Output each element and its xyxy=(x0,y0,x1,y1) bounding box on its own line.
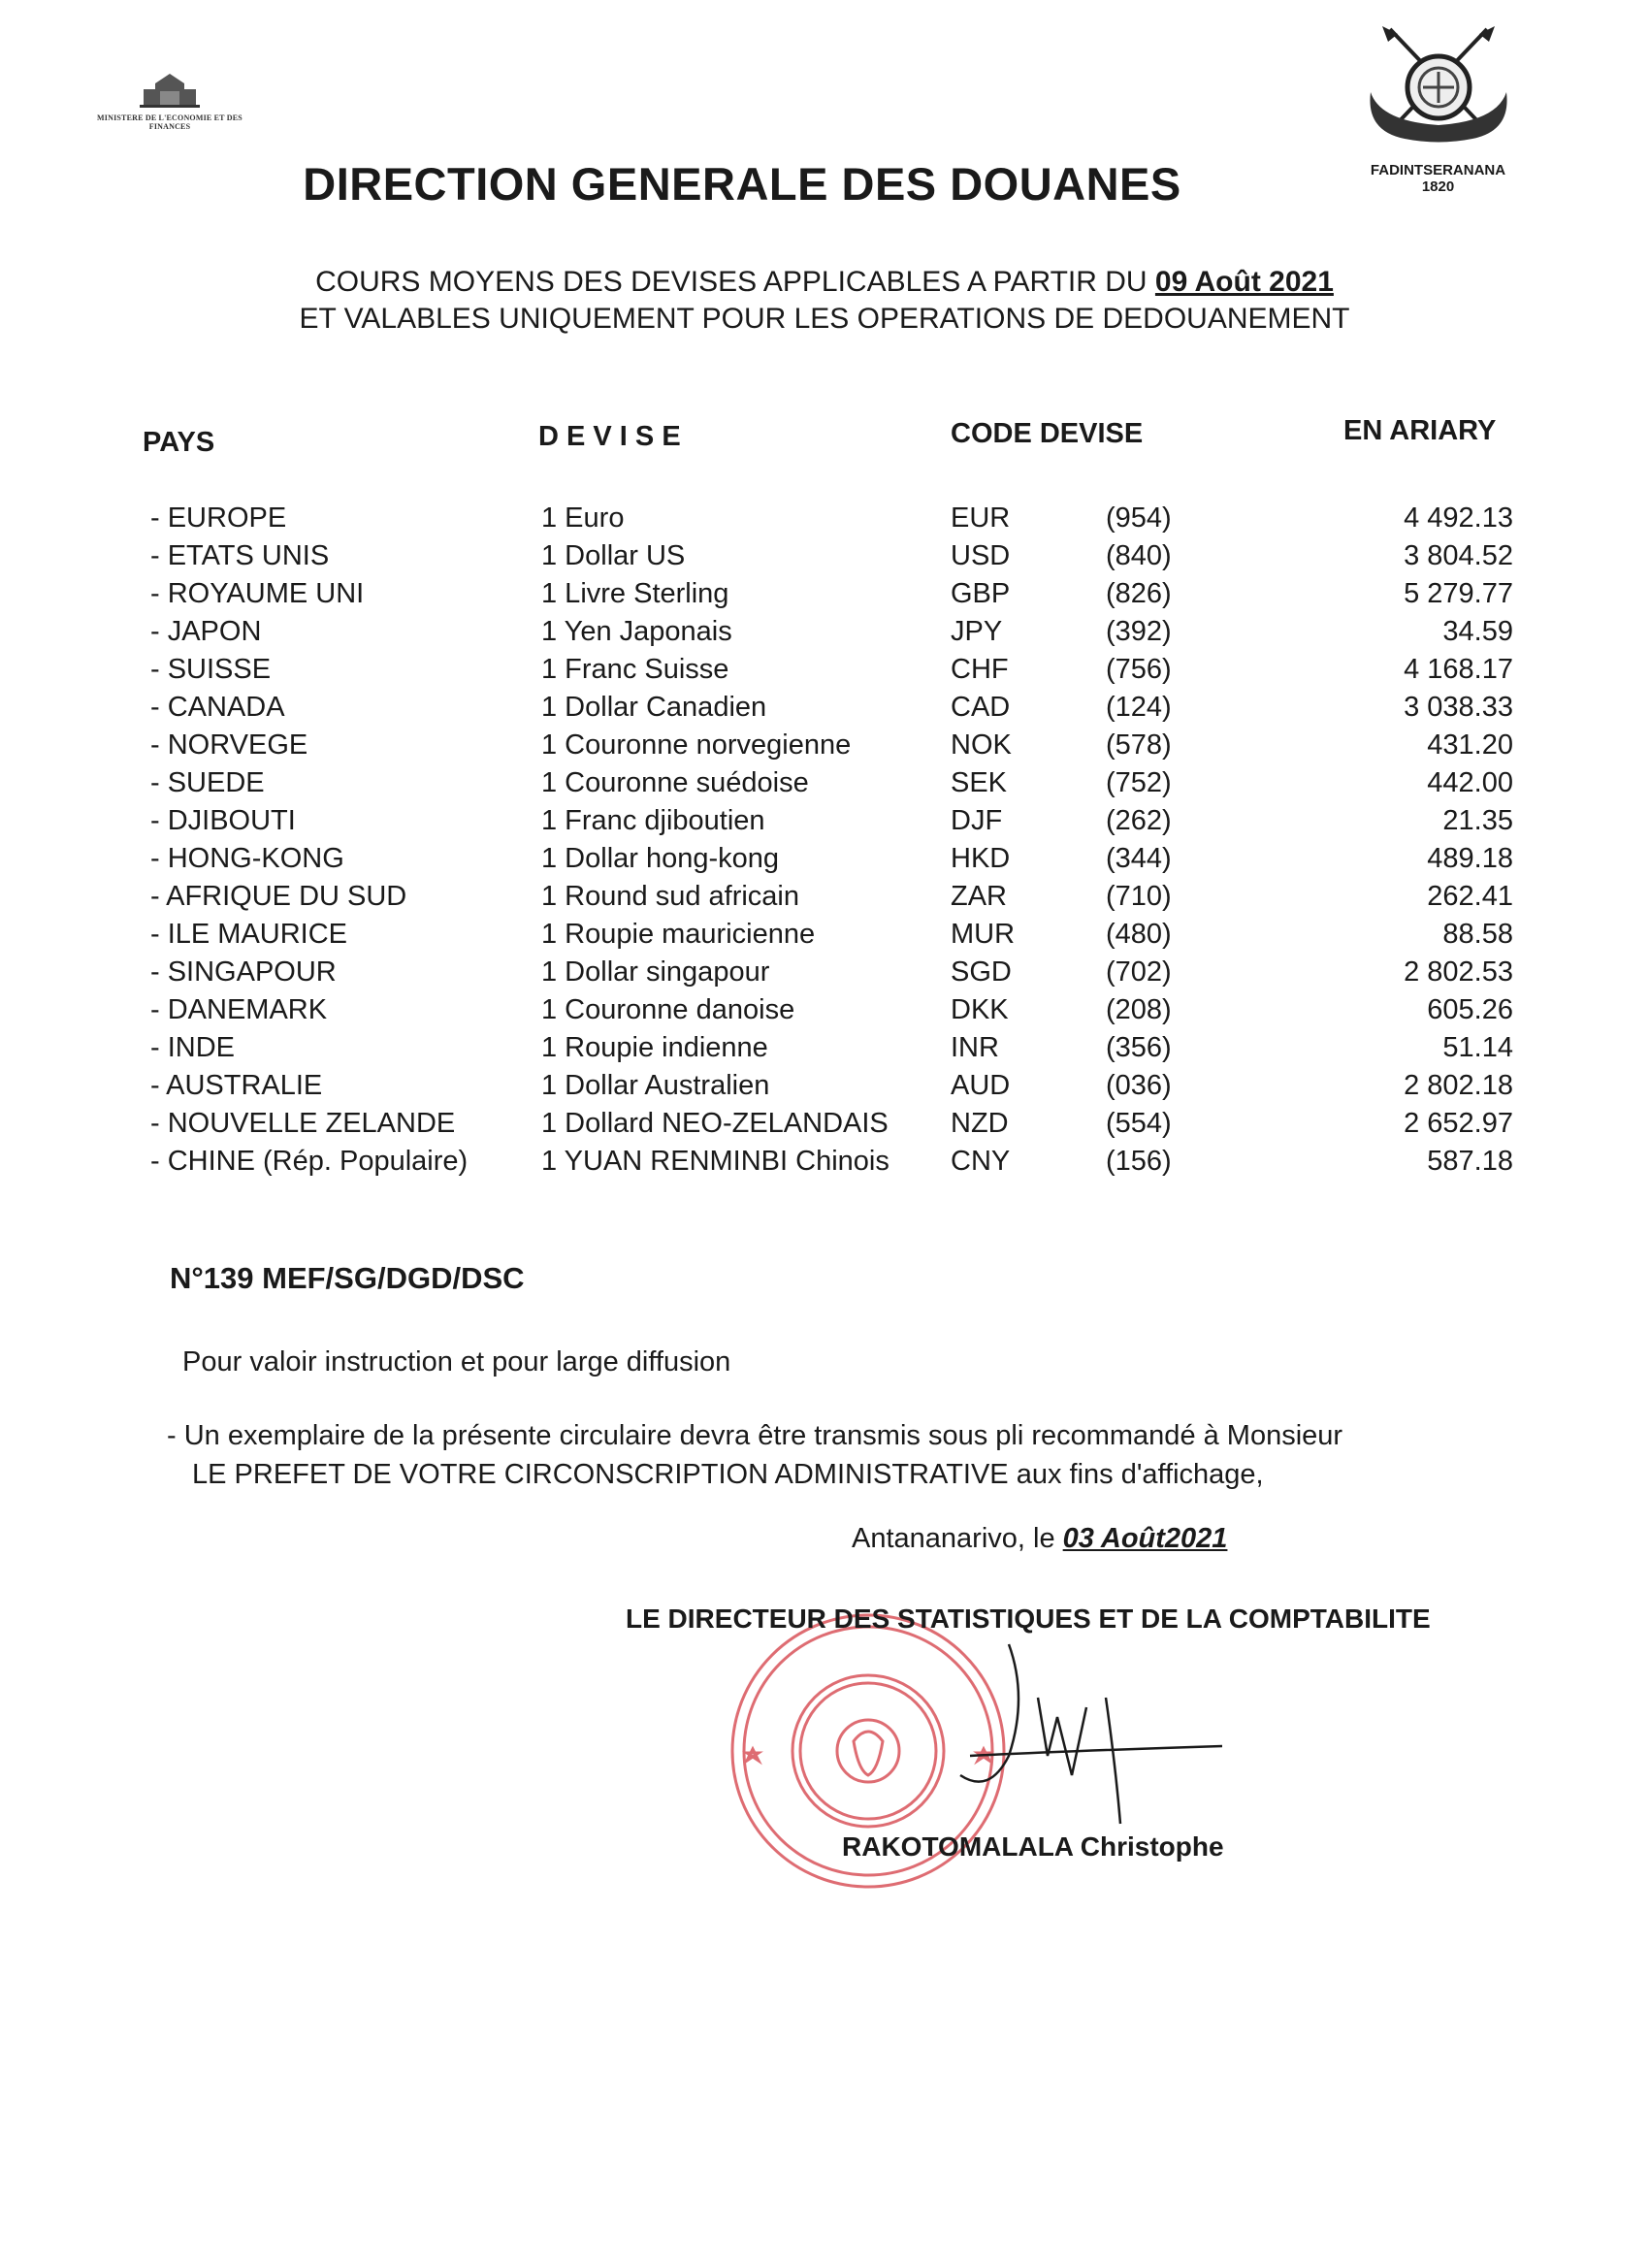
cell-code: AUD xyxy=(951,1070,1011,1101)
cell-num: (840) xyxy=(1106,540,1172,571)
cell-devise: 1 Roupie indienne xyxy=(541,1032,768,1063)
handwritten-signature xyxy=(951,1639,1242,1833)
table-row xyxy=(0,1146,1649,1183)
header-pays: PAYS xyxy=(143,427,215,458)
cell-pays: - SINGAPOUR xyxy=(150,956,337,988)
page-title xyxy=(0,157,1649,211)
cell-code: DKK xyxy=(951,994,1009,1025)
subtitle xyxy=(281,264,1368,338)
cell-rate: 489.18 xyxy=(1427,843,1513,874)
table-row xyxy=(0,919,1649,956)
subtitle-date: 09 Août 2021 xyxy=(1154,266,1334,298)
cell-pays: - ILE MAURICE xyxy=(150,919,348,950)
place-date xyxy=(852,1523,1227,1555)
cell-devise: 1 Round sud africain xyxy=(541,881,799,912)
cell-pays: - JAPON xyxy=(150,616,262,647)
cell-code: MUR xyxy=(951,919,1016,950)
cell-pays: - NORVEGE xyxy=(150,729,308,761)
cell-devise: 1 Livre Sterling xyxy=(541,578,729,609)
cell-rate: 4 492.13 xyxy=(1404,502,1513,534)
cell-num: (752) xyxy=(1106,767,1172,798)
cell-pays: - CANADA xyxy=(150,692,285,723)
ministry-logo-text: MINISTERE DE L'ECONOMIE ET DES FINANCES xyxy=(97,113,242,131)
cell-pays: - ETATS UNIS xyxy=(150,540,330,571)
table-row xyxy=(0,692,1649,729)
cell-devise: 1 Dollar US xyxy=(541,540,686,571)
issue-date: 03 Août2021 xyxy=(1062,1523,1228,1554)
cell-num: (702) xyxy=(1106,956,1172,988)
cell-devise: 1 YUAN RENMINBI Chinois xyxy=(541,1146,889,1177)
cell-pays: - ROYAUME UNI xyxy=(150,578,365,609)
cell-rate: 605.26 xyxy=(1427,994,1513,1025)
cell-num: (954) xyxy=(1106,502,1172,534)
subtitle-line-1-text: COURS MOYENS DES DEVISES APPLICABLES A PARTIR DU xyxy=(315,266,1148,298)
cell-num: (392) xyxy=(1106,616,1172,647)
director-title: LE DIRECTEUR DES STATISTIQUES ET DE LA COMPTABILITE xyxy=(626,1604,1431,1634)
cell-devise: 1 Dollar singapour xyxy=(541,956,770,988)
cell-devise: 1 Couronne danoise xyxy=(541,994,795,1025)
instruction-text: Pour valoir instruction et pour large diffusion xyxy=(182,1346,731,1377)
cell-devise: 1 Dollard NEO-ZELANDAIS xyxy=(541,1108,889,1139)
cell-num: (710) xyxy=(1106,881,1172,912)
cell-rate: 587.18 xyxy=(1427,1146,1513,1177)
notice-line-2: LE PREFET DE VOTRE CIRCONSCRIPTION ADMINISTRATIVE aux fins d'affichage, xyxy=(192,1459,1264,1490)
cell-code: ZAR xyxy=(951,881,1007,912)
cell-pays: - INDE xyxy=(150,1032,235,1063)
cell-rate: 4 168.17 xyxy=(1404,654,1513,685)
table-row xyxy=(0,616,1649,654)
cell-num: (480) xyxy=(1106,919,1172,950)
cell-num: (344) xyxy=(1106,843,1172,874)
table-row xyxy=(0,1070,1649,1108)
cell-rate: 3 804.52 xyxy=(1404,540,1513,571)
table-row xyxy=(0,1108,1649,1146)
cell-devise: 1 Franc djiboutien xyxy=(541,805,765,836)
notice-paragraph xyxy=(167,1416,1342,1494)
cell-rate: 3 038.33 xyxy=(1404,692,1513,723)
cell-code: SEK xyxy=(951,767,1008,798)
cell-pays: - HONG-KONG xyxy=(150,843,344,874)
cell-code: CNY xyxy=(951,1146,1011,1177)
table-row xyxy=(0,843,1649,881)
cell-rate: 2 802.53 xyxy=(1404,956,1513,988)
ministry-logo xyxy=(92,68,247,131)
header-devise: D E V I S E xyxy=(538,421,681,452)
table-row xyxy=(0,729,1649,767)
ministry-building-icon xyxy=(136,68,204,109)
subtitle-line-1 xyxy=(281,264,1368,301)
cell-num: (356) xyxy=(1106,1032,1172,1063)
cell-rate: 2 652.97 xyxy=(1404,1108,1513,1139)
table-row xyxy=(0,881,1649,919)
cell-rate: 262.41 xyxy=(1427,881,1513,912)
table-row xyxy=(0,994,1649,1032)
cell-rate: 442.00 xyxy=(1427,767,1513,798)
cell-code: CAD xyxy=(951,692,1011,723)
cell-code: GBP xyxy=(951,578,1011,609)
table-row xyxy=(0,767,1649,805)
cell-num: (756) xyxy=(1106,654,1172,685)
cell-num: (262) xyxy=(1106,805,1172,836)
cell-num: (578) xyxy=(1106,729,1172,761)
cell-code: USD xyxy=(951,540,1011,571)
table-row xyxy=(0,502,1649,540)
cell-num: (124) xyxy=(1106,692,1172,723)
cell-code: JPY xyxy=(951,616,1003,647)
cell-code: EUR xyxy=(951,502,1011,534)
cell-devise: 1 Dollar Australien xyxy=(541,1070,770,1101)
header-en-ariary: EN ARIARY xyxy=(1343,415,1497,446)
emblem-label: FADINTSERANANA xyxy=(1370,162,1506,178)
cell-num: (156) xyxy=(1106,1146,1172,1177)
cell-code: NOK xyxy=(951,729,1012,761)
table-row xyxy=(0,540,1649,578)
cell-devise: 1 Yen Japonais xyxy=(541,616,732,647)
cell-code: HKD xyxy=(951,843,1011,874)
table-row xyxy=(0,654,1649,692)
emblem-year: 1820 xyxy=(1421,178,1455,195)
cell-code: INR xyxy=(951,1032,999,1063)
cell-code: SGD xyxy=(951,956,1012,988)
cell-num: (826) xyxy=(1106,578,1172,609)
subtitle-line-2: ET VALABLES UNIQUEMENT POUR LES OPERATIONS DE DEDOUANEMENT xyxy=(299,303,1350,335)
cell-pays: - SUISSE xyxy=(150,654,272,685)
table-row xyxy=(0,578,1649,616)
notice-line-1: - Un exemplaire de la présente circulaire devra être transmis sous pli recommandé à Monsieur xyxy=(167,1420,1343,1451)
cell-code: CHF xyxy=(951,654,1009,685)
cell-devise: 1 Dollar Canadien xyxy=(541,692,767,723)
cell-devise: 1 Roupie mauricienne xyxy=(541,919,816,950)
cell-rate: 88.58 xyxy=(1442,919,1513,950)
cell-pays: - CHINE (Rép. Populaire) xyxy=(150,1146,469,1177)
cell-rate: 5 279.77 xyxy=(1404,578,1513,609)
cell-num: (208) xyxy=(1106,994,1172,1025)
cell-code: NZD xyxy=(951,1108,1009,1139)
cell-devise: 1 Couronne norvegienne xyxy=(541,729,852,761)
cell-num: (554) xyxy=(1106,1108,1172,1139)
cell-pays: - SUEDE xyxy=(150,767,265,798)
table-row xyxy=(0,1032,1649,1070)
cell-devise: 1 Franc Suisse xyxy=(541,654,729,685)
cell-devise: 1 Euro xyxy=(541,502,625,534)
cell-pays: - AFRIQUE DU SUD xyxy=(150,881,407,912)
cell-devise: 1 Couronne suédoise xyxy=(541,767,809,798)
table-row xyxy=(0,956,1649,994)
reference-number: N°139 MEF/SG/DGD/DSC xyxy=(170,1261,525,1295)
page-title-text: DIRECTION GENERALE DES DOUANES xyxy=(303,158,1181,210)
table-row xyxy=(0,805,1649,843)
cell-rate: 51.14 xyxy=(1442,1032,1513,1063)
cell-pays: - AUSTRALIE xyxy=(150,1070,323,1101)
signer-name: RAKOTOMALALA Christophe xyxy=(842,1831,1224,1862)
place-prefix: Antananarivo, le xyxy=(852,1523,1055,1554)
cell-rate: 2 802.18 xyxy=(1404,1070,1513,1101)
cell-pays: - DJIBOUTI xyxy=(150,805,296,836)
cell-pays: - DANEMARK xyxy=(150,994,328,1025)
cell-rate: 21.35 xyxy=(1442,805,1513,836)
cell-pays: - EUROPE xyxy=(150,502,287,534)
signature-icon xyxy=(951,1639,1242,1833)
cell-code: DJF xyxy=(951,805,1003,836)
cell-devise: 1 Dollar hong-kong xyxy=(541,843,780,874)
cell-pays: - NOUVELLE ZELANDE xyxy=(150,1108,456,1139)
cell-num: (036) xyxy=(1106,1070,1172,1101)
cell-rate: 34.59 xyxy=(1442,616,1513,647)
emblem-seal-icon xyxy=(1361,24,1516,155)
cell-rate: 431.20 xyxy=(1427,729,1513,761)
header-code-devise: CODE DEVISE xyxy=(951,418,1144,449)
